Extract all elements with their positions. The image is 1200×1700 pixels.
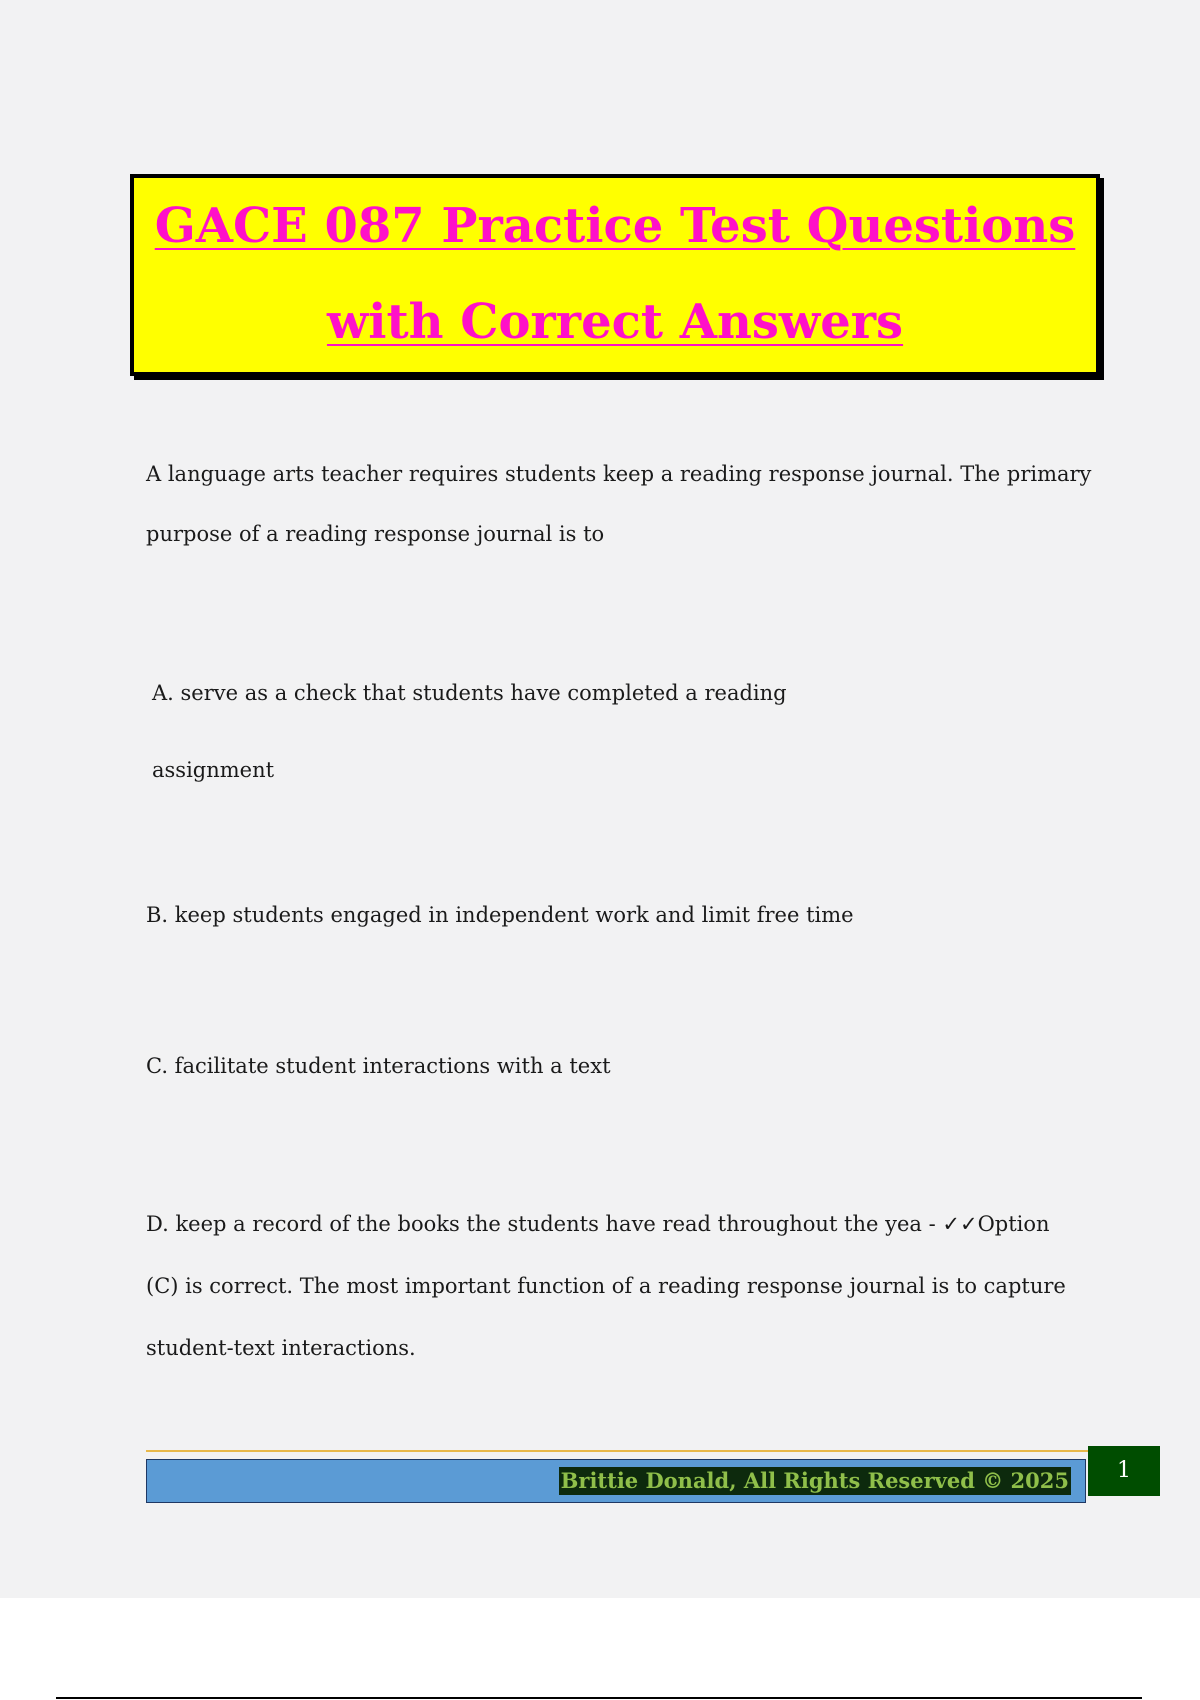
footer-divider bbox=[146, 1450, 1088, 1452]
option-a bbox=[152, 655, 852, 809]
answer-line-2: (C) is correct. The most important function of a reading response journal is to capture bbox=[146, 1274, 1066, 1298]
answer-line-3: student-text interactions. bbox=[146, 1336, 416, 1360]
page-number: 1 bbox=[1088, 1446, 1160, 1496]
footer-bar bbox=[146, 1459, 1086, 1503]
option-d-with-answer bbox=[146, 1193, 1106, 1379]
option-d-line-1: D. keep a record of the books the students have read throughout the yea - ✓✓Option bbox=[146, 1212, 1050, 1236]
bottom-divider bbox=[56, 1697, 1142, 1699]
option-a-line-2: assignment bbox=[152, 758, 275, 782]
question-line-1: A language arts teacher requires students keep a reading response journal. The primary bbox=[146, 462, 1092, 486]
title-banner bbox=[130, 174, 1100, 376]
footer-copyright: Brittie Donald, All Rights Reserved © 2025 bbox=[560, 1468, 1069, 1493]
question-line-2: purpose of a reading response journal is to bbox=[146, 522, 605, 546]
question-text bbox=[146, 444, 1106, 564]
title-line-1: GACE 087 Practice Test Questions bbox=[154, 198, 1076, 254]
option-a-line-1: A. serve as a check that students have completed a reading bbox=[152, 681, 787, 705]
option-b: B. keep students engaged in independent work and limit free time bbox=[146, 903, 854, 927]
title-line-2: with Correct Answers bbox=[326, 294, 904, 350]
option-c: C. facilitate student interactions with a text bbox=[146, 1054, 611, 1078]
